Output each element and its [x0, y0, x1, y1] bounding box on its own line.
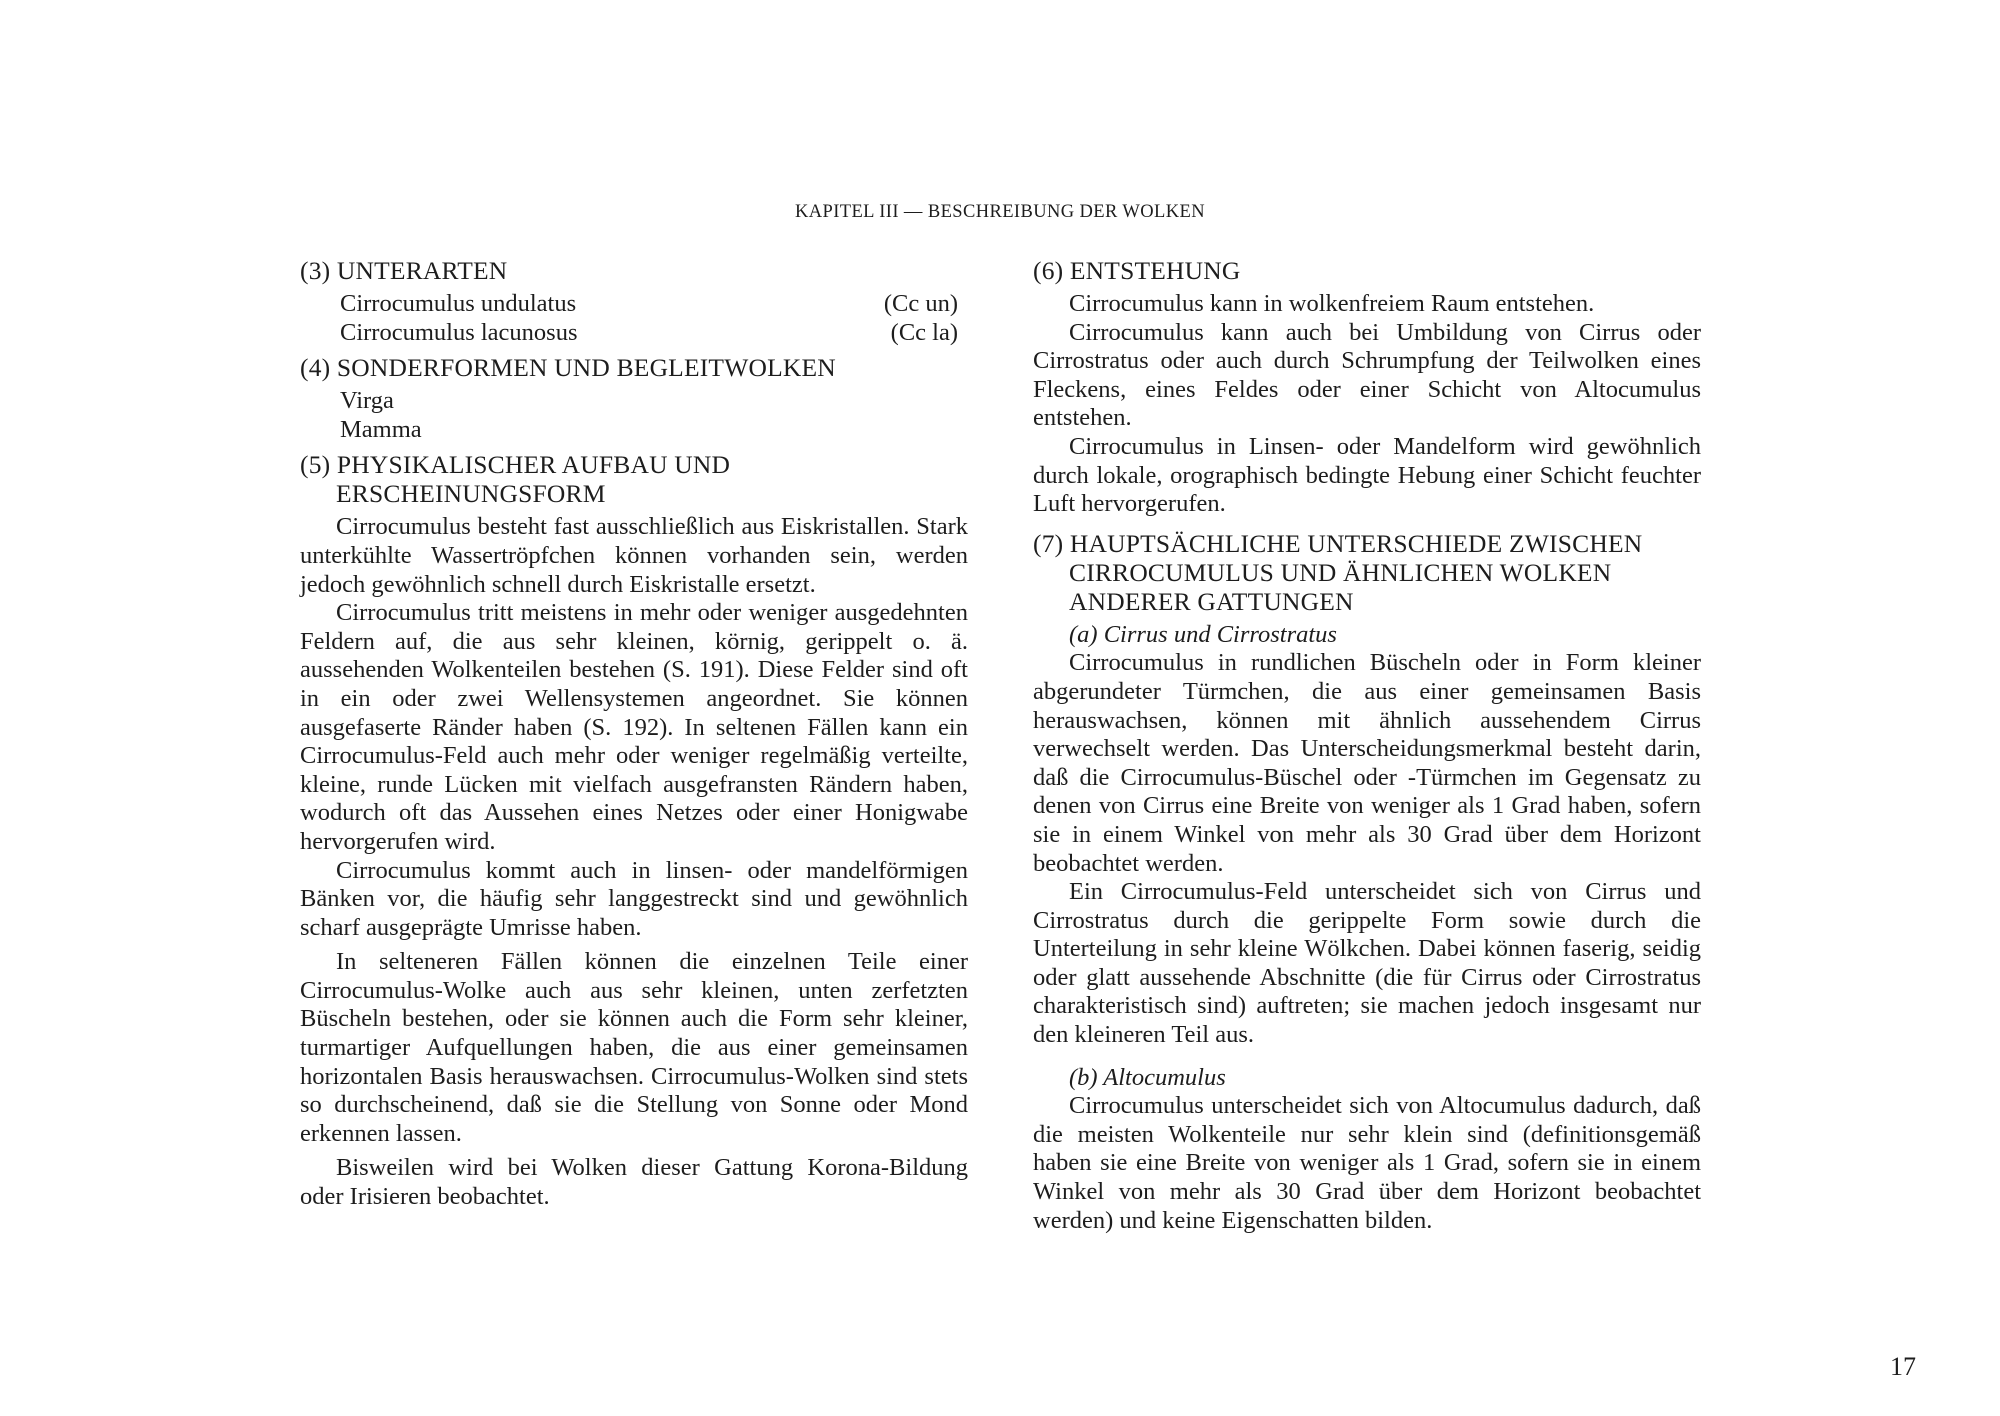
subtype-abbr: (Cc un): [883, 290, 958, 317]
page-number: 17: [1890, 1352, 1916, 1381]
section-5-heading-line2: ERSCHEINUNGSFORM: [336, 479, 606, 509]
left-column: [300, 256, 968, 1212]
paragraph: Cirrocumulus kommt auch in linsen- oder mandelförmigen Bänken vor, die häufig sehr langgestreckt sind und gewöhnlich scharf ausgeprägte Umrisse haben.: [300, 856, 968, 941]
subtype-abbr: (Cc la): [890, 318, 958, 346]
subtype-row: [300, 319, 968, 348]
section-7-heading-line3: ANDERER GATTUNGEN: [1069, 586, 1354, 616]
subsection-a-heading: (a) Cirrus und Cirrostratus: [1069, 620, 1337, 648]
subtype-name: Cirrocumulus lacunosus: [340, 318, 578, 346]
paragraph: Ein Cirrocumulus-Feld unterscheidet sich von Cirrus und Cirrostratus durch die gerippelte Form sowie durch die Unterteilung in sehr kleine Wölkchen. Dabei können faserig, seidig oder glatt aussehende Abschnitte (die für Cirrus oder Cirrostratus charakteristisch sind) auftreten; sie machen jedoch insgesamt nur den kleineren Teil aus.: [1033, 878, 1701, 1049]
list-item: Virga: [340, 387, 394, 415]
right-column: [1033, 256, 1701, 1235]
paragraph: Cirrocumulus kann in wolkenfreiem Raum entstehen.: [1069, 290, 1595, 317]
paragraph: In selteneren Fällen können die einzelnen Teile einer Cirrocumulus-Wolke auch aus sehr kleinen, unten zerfetzten Büscheln bestehen, oder sie können auch die Form sehr kleiner, turmartiger Aufquellungen haben, die aus einer gemeinsamen horizontalen Basis herauswachsen. Cirrocumulus-Wolken sind stets so durchscheinend, daß sie die Stellung von Sonne oder Mond erkennen lassen.: [300, 948, 968, 1147]
subtype-row: [300, 290, 968, 319]
section-5-heading: [300, 450, 968, 508]
paragraph: Cirrocumulus unterscheidet sich von Altocumulus dadurch, daß die meisten Wolkenteile nur sehr klein sind (definitionsgemäß haben sie eine Breite von weniger als 1 Grad, sofern sie in einem Winkel von mehr als 30 Grad über dem Horizont beobachtet werden) und keine Eigenschatten bilden.: [1033, 1092, 1701, 1234]
paragraph: Cirrocumulus tritt meistens in mehr oder weniger ausgedehnten Feldern auf, die aus sehr kleinen, körnig, gerippelt o. ä. aussehenden Wolkenteilen bestehen (S. 191). Diese Felder sind oft in ein oder zwei Wellensystemen angeordnet. Sie können ausgefaserte Ränder haben (S. 192). In seltenen Fällen kann ein Cirrocumulus-Feld auch mehr oder weniger regelmäßig verteilte, kleine, runde Lücken mit vielfach ausgefransten Rändern haben, wodurch oft das Aussehen eines Netzes oder einer Honigwabe hervorgerufen wird.: [300, 599, 968, 855]
section-3-heading: (3) UNTERARTEN: [300, 256, 508, 285]
section-7-heading-line2: CIRROCUMULUS UND ÄHNLICHEN WOLKEN: [1069, 557, 1612, 587]
paragraph: Cirrocumulus in Linsen- oder Mandelform wird gewöhnlich durch lokale, orographisch bedingte Hebung einer Schicht feuchter Luft hervorgerufen.: [1033, 432, 1701, 518]
paragraph: Cirrocumulus in rundlichen Büscheln oder in Form kleiner abgerundeter Türmchen, die aus einer gemeinsamen Basis herauswachsen, können mit ähnlich aussehendem Cirrus verwechselt werden. Das Unterscheidungsmerkmal besteht darin, daß die Cirrocumulus-Büschel oder -Türmchen im Gegensatz zu denen von Cirrus eine Breite von weniger als 1 Grad haben, sofern sie in einem Winkel von mehr als 30 Grad über dem Horizont beobachtet werden.: [1033, 649, 1701, 877]
paragraph: Bisweilen wird bei Wolken dieser Gattung Korona-Bildung oder Irisieren beobachtet.: [300, 1154, 968, 1211]
section-7-heading-line1: (7) HAUPTSÄCHLICHE UNTERSCHIEDE ZWISCHEN: [1033, 528, 1643, 558]
subsection-b-heading: (b) Altocumulus: [1069, 1063, 1226, 1091]
list-item: Mamma: [340, 415, 422, 443]
paragraph: Cirrocumulus kann auch bei Umbildung von Cirrus oder Cirrostratus oder auch durch Schrumpfung der Teilwolken eines Fleckens, eines Feldes oder einer Schicht von Altocumulus entstehen.: [1033, 318, 1701, 432]
paragraph: Cirrocumulus besteht fast ausschließlich aus Eiskristallen. Stark unterkühlte Wassertröpfchen können vorhanden sein, werden jedoch gewöhnlich schnell durch Eiskristalle ersetzt.: [300, 513, 968, 598]
subtype-name: Cirrocumulus undulatus: [340, 290, 577, 317]
running-head: KAPITEL III — BESCHREIBUNG DER WOLKEN: [795, 202, 1205, 222]
section-4-heading: (4) SONDERFORMEN UND BEGLEITWOLKEN: [300, 353, 836, 383]
section-5-heading-line1: (5) PHYSIKALISCHER AUFBAU UND: [300, 450, 731, 480]
section-6-heading: (6) ENTSTEHUNG: [1033, 256, 1241, 285]
section-7-heading: [1033, 529, 1701, 616]
